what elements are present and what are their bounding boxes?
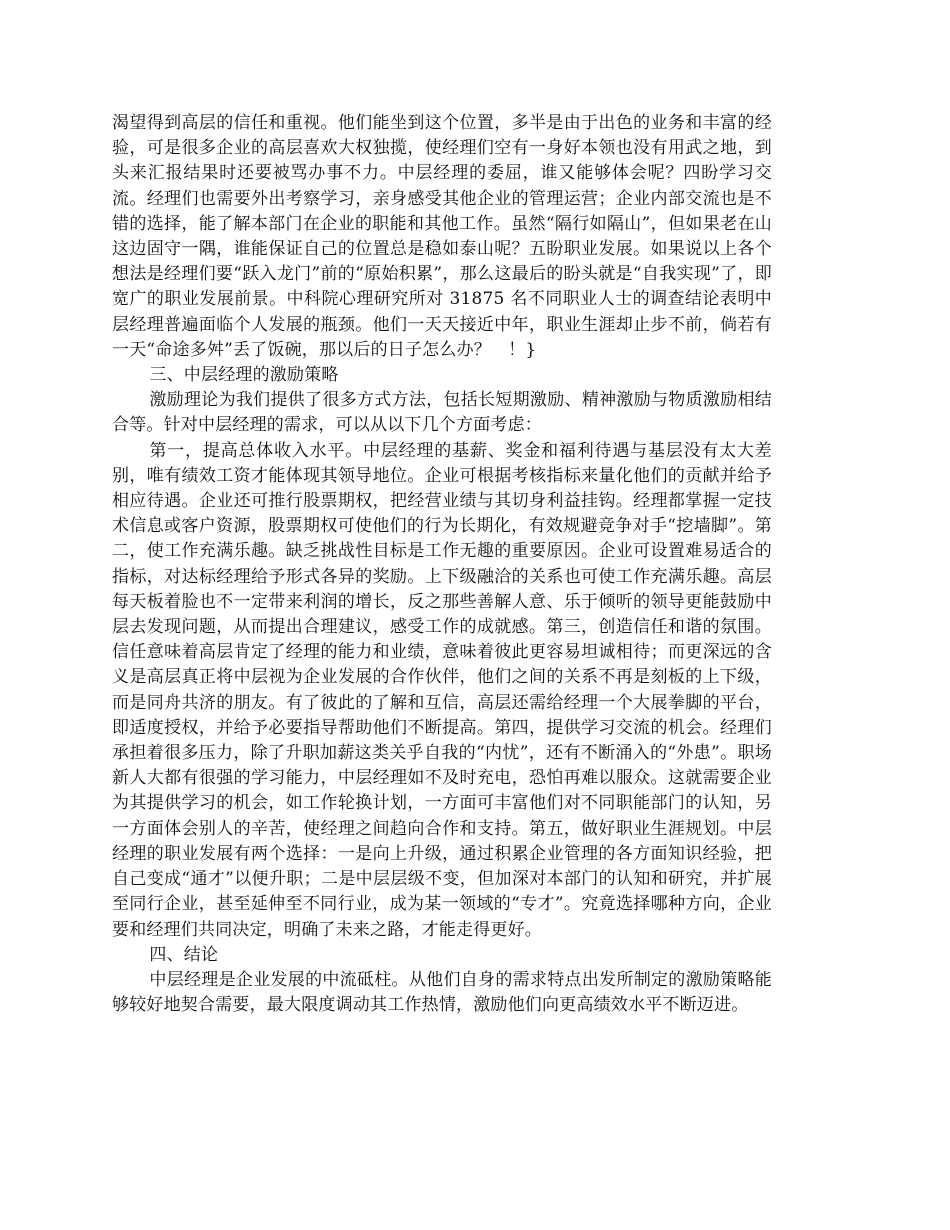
document-body <box>112 111 772 1018</box>
body-paragraph: 第一，提高总体收入水平。中层经理的基薪、奖金和福利待遇与基层没有太大差别，唯有绩效工资才能体现其领导地位。企业可根据考核指标来量化他们的贡献并给予相应待遇。企业还可推行股票期权，把经营业绩与其切身利益挂钩。经理都掌握一定技术信息或客户资源，股票期权可使他们的行为长期化，有效规避竞争对手“挖墙脚”。第二，使工作充满乐趣。缺乏挑战性目标是工作无趣的重要原因。企业可设置难易适合的指标，对达标经理给予形式各异的奖励。上下级融洽的关系也可使工作充满乐趣。高层每天板着脸也不一定带来利润的增长，反之那些善解人意、乐于倾听的领导更能鼓励中层去发现问题，从而提出合理建议，感受工作的成就感。第三，创造信任和谐的氛围。信任意味着高层肯定了经理的能力和业绩，意味着彼此更容易坦诚相待；而更深远的含义是高层真正将中层视为企业发展的合作伙伴，他们之间的关系不再是刻板的上下级，而是同舟共济的朋友。有了彼此的了解和互信，高层还需给经理一个大展拳脚的平台，即适度授权，并给予必要指导帮助他们不断提高。第四，提供学习交流的机会。经理们承担着很多压力，除了升职加薪这类关乎自我的“内忧”，还有不断涌入的“外患”。职场新人大都有很强的学习能力，中层经理如不及时充电，恐怕再难以服众。这就需要企业为其提供学习的机会，如工作轮换计划，一方面可丰富他们对不同职能部门的认知，另一方面体会别人的辛苦，使经理之间趋向合作和支持。第五，做好职业生涯规划。中层经理的职业发展有两个选择：一是向上升级，通过积累企业管理的各方面知识经验，把自己变成“通才”以便升职；二是中层层级不变，但加深对本部门的认知和研究，并扩展至同行企业，甚至延伸至不同行业，成为某一领域的“专才”。究竟选择哪种方向，企业要和经理们共同决定，明确了未来之路，才能走得更好。 <box>112 440 772 940</box>
body-paragraph: 中层经理是企业发展的中流砥柱。从他们自身的需求特点出发所制定的激励策略能够较好地契合需要，最大限度调动其工作热情，激励他们向更高绩效水平不断迈进。 <box>112 969 772 1016</box>
body-paragraph: 渴望得到高层的信任和重视。他们能坐到这个位置，多半是由于出色的业务和丰富的经验，可是很多企业的高层喜欢大权独揽，使经理们空有一身好本领也没有用武之地，到头来汇报结果时还要被骂办事不力。中层经理的委屈，谁又能够体会呢？四盼学习交流。经理们也需要外出考察学习，亲身感受其他企业的管理运营；企业内部交流也是不错的选择，能了解本部门在企业的职能和其他工作。虽然“隔行如隔山”，但如果老在山这边固守一隅，谁能保证自己的位置总是稳如泰山呢？五盼职业发展。如果说以上各个想法是经理们要“跃入龙门”前的“原始积累”，那么这最后的盼头就是“自我实现”了，即宽广的职业发展前景。中科院心理研究所对 31875 名不同职业人士的调查结论表明中层经理普遍面临个人发展的瓶颈。他们一天天接近中年，职业生涯却止步不前，倘若有一天“命途多舛”丢了饭碗，那以后的日子怎么办？ ！} <box>112 113 772 360</box>
body-paragraph: 激励理论为我们提供了很多方式方法，包括长短期激励、精神激励与物质激励相结合等。针对中层经理的需求，可以从以下几个方面考虑： <box>112 390 772 436</box>
section-heading: 三、中层经理的激励策略 <box>149 365 339 386</box>
section-heading: 四、结论 <box>149 944 219 965</box>
